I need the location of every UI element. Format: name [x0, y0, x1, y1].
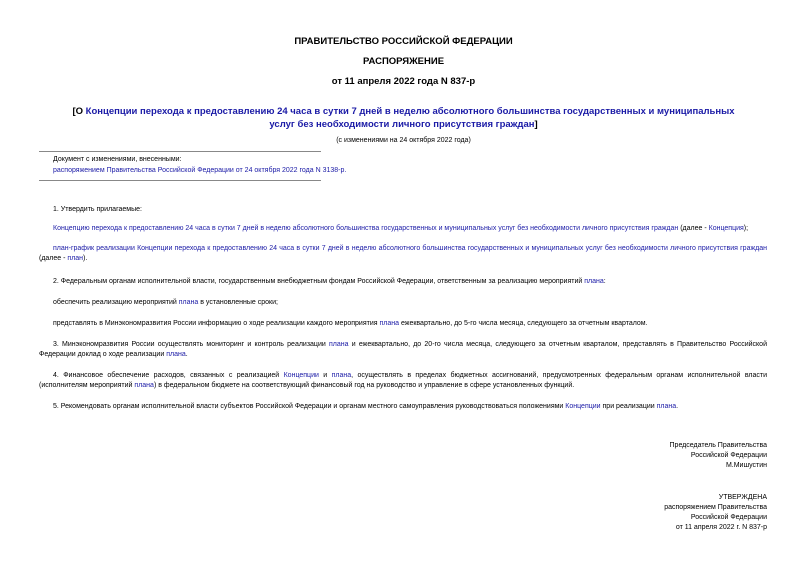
plan-ref-2b[interactable]: плана	[379, 320, 400, 327]
amendments-label: Документ с изменениями, внесенными:	[53, 156, 182, 163]
amendments-link[interactable]: распоряжением Правительства Российской Федерации от 24 октября 2022 года N 3138-р.	[53, 167, 347, 174]
org-name: ПРАВИТЕЛЬСТВО РОССИЙСКОЙ ФЕДЕРАЦИИ	[294, 36, 513, 47]
paragraph-2: 2. Федеральным органам исполнительной власти, государственным внебюджетным фондам Российской Федерации, ответственным за реализацию мероприятий плана:	[53, 278, 606, 285]
concept-ref[interactable]: Концепция	[708, 225, 744, 232]
concept-ref-4[interactable]: Концепции	[283, 372, 319, 379]
paragraph-2b: представлять в Минэкономразвития России информацию о ходе реализации каждого мероприятия плана ежеквартально, до 5-го числа месяца, следующего за отчетным кварталом.	[53, 320, 648, 327]
paragraph-4: 4. Финансовое обеспечение расходов, связанных с реализацией Концепции и плана, осуществлять в пределах бюджетных ассигнований, предусмотренных федеральным органам исполнительной власти (исполнителям мероприятий плана) в федеральном бюджете на соответствующий финансовый год на руководство и управление в сфере установленных функций.	[39, 372, 767, 389]
paragraph-3: 3. Минэкономразвития России осуществлять мониторинг и контроль реализации плана и ежеквартально, до 20-го числа месяца, следующего за отчетным кварталом, представлять в Правительство Российской Федерации доклад о ходе реализации плана.	[39, 341, 767, 358]
document-title	[60, 105, 747, 131]
signature-title: Председатель Правительства	[669, 442, 767, 449]
plan-ref-3b[interactable]: плана	[166, 351, 186, 358]
doc-type: РАСПОРЯЖЕНИЕ	[362, 56, 445, 67]
signature-name: М.Мишустин	[725, 462, 767, 469]
plan-link[interactable]: план-график реализации Концепции перехода к предоставлению 24 часа в сутки 7 дней в неделю абсолютного большинства государственных и муниципальных услуг без необходимости личного присутствия граждан	[53, 245, 767, 252]
plan-ref-4[interactable]: плана	[331, 372, 352, 379]
divider-top	[39, 151, 321, 152]
plan-ref-5[interactable]: плана	[656, 403, 677, 410]
plan-ref-4b[interactable]: плана	[134, 382, 154, 389]
paragraph-1: 1. Утвердить прилагаемые:	[53, 206, 142, 213]
paragraph-2a: обеспечить реализацию мероприятий плана в установленные сроки;	[53, 299, 278, 306]
approval-heading: УТВЕРЖДЕНА	[718, 494, 767, 501]
signature-block	[500, 441, 767, 471]
paragraph-1b: план-график реализации Концепции перехода к предоставлению 24 часа в сутки 7 дней в неделю абсолютного большинства государственных и муниципальных услуг без необходимости личного присутствия граждан (далее - план).	[39, 245, 767, 262]
doc-date: от 11 апреля 2022 года N 837-р	[331, 76, 476, 87]
paragraph-1a: Концепцию перехода к предоставлению 24 часа в сутки 7 дней в неделю абсолютного большинства государственных и муниципальных услуг без необходимости личного присутствия граждан (далее - Концепция);	[53, 225, 749, 232]
concept-ref-5[interactable]: Концепции	[565, 403, 601, 410]
title-link[interactable]: Концепции перехода к предоставлению 24 часа в сутки 7 дней в неделю абсолютного большинства государственных и муниципальных услуг без необходимости личного присутствия граждан	[85, 106, 735, 130]
concept-link[interactable]: Концепцию перехода к предоставлению 24 часа в сутки 7 дней в неделю абсолютного большинства государственных и муниципальных услуг без необходимости личного присутствия граждан	[53, 225, 679, 232]
approval-block	[500, 493, 767, 533]
approval-date: от 11 апреля 2022 г. N 837-р	[675, 524, 767, 531]
plan-ref[interactable]: план	[67, 255, 84, 262]
paragraph-5: 5. Рекомендовать органам исполнительной власти субъектов Российской Федерации и органам местного самоуправления руководствоваться положениями Концепции при реализации плана.	[53, 403, 679, 410]
title-close-bracket: ]	[534, 119, 538, 130]
approval-line-2: распоряжением Правительства	[664, 504, 767, 511]
title-open-bracket: [О	[72, 106, 86, 117]
approval-line-3: Российской Федерации	[690, 514, 767, 521]
plan-ref-2a[interactable]: плана	[178, 299, 199, 306]
plan-ref-3[interactable]: плана	[328, 341, 349, 348]
divider-bottom	[39, 180, 321, 181]
signature-country: Российской Федерации	[690, 452, 767, 459]
edition-note: (с изменениями на 24 октября 2022 года)	[336, 137, 471, 144]
plan-ref-2[interactable]: плана	[584, 278, 604, 285]
